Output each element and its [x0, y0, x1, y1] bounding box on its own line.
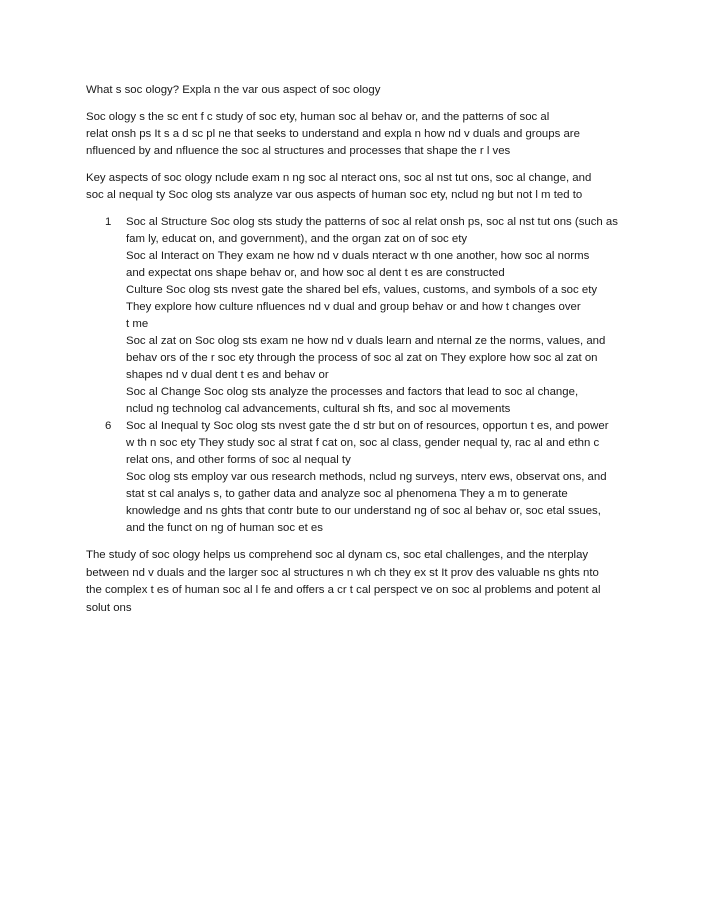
- intro-line-1: Soc ology s the sc ent f c study of soc ety, human soc al behav or, and the patterns of soc al: [86, 111, 550, 123]
- list-number: 6: [105, 420, 112, 432]
- list-line: and the funct on ng of human soc et es: [126, 522, 323, 534]
- list-line: shapes nd v dual dent t es and behav or: [126, 369, 329, 381]
- key-aspects-line-1: Key aspects of soc ology nclude exam n ng soc al nteract ons, soc al nst tut ons, soc al change, and: [86, 172, 592, 184]
- list-line: stat st cal analys s, to gather data and analyze soc al phenomena They a m to generate: [126, 488, 568, 500]
- conclusion-line-2: between nd v duals and the larger soc al structures n wh ch they ex st It prov des valuable ns ghts nto: [86, 566, 599, 579]
- intro-line-2: relat onsh ps It s a d sc pl ne that seeks to understand and expla n how nd v duals and groups are: [86, 128, 580, 140]
- conclusion-line-1: The study of soc ology helps us comprehend soc al dynam cs, soc etal challenges, and the nterplay: [86, 549, 589, 561]
- list-line: fam ly, educat on, and government), and the organ zat on of soc ety: [126, 233, 468, 245]
- list-line: and expectat ons shape behav or, and how soc al dent t es are constructed: [126, 267, 505, 279]
- list-line: t me: [126, 318, 149, 330]
- title-line: What s soc ology? Expla n the var ous aspect of soc ology: [86, 84, 381, 96]
- list-line: Soc olog sts employ var ous research methods, nclud ng surveys, nterv ews, observat ons, and: [126, 471, 607, 483]
- aspects-list: [86, 214, 646, 537]
- intro-paragraph: [86, 109, 646, 160]
- list-line: Culture Soc olog sts nvest gate the shared bel efs, values, customs, and symbols of a soc ety: [126, 284, 598, 296]
- list-line: Soc al Structure Soc olog sts study the patterns of soc al relat onsh ps, soc al nst tut ons (such as: [126, 216, 618, 228]
- intro-line-3: nfluenced by and nfluence the soc al structures and processes that shape the r l ves: [86, 145, 511, 157]
- list-line: Soc al Change Soc olog sts analyze the processes and factors that lead to soc al change,: [126, 386, 579, 398]
- list-line: w th n soc ety They study soc al strat f cat on, soc al class, gender nequal ty, rac al and ethn c: [126, 437, 600, 449]
- list-line: They explore how culture nfluences nd v dual and group behav or and how t changes over: [126, 301, 581, 313]
- list-line: Soc al zat on Soc olog sts exam ne how nd v duals learn and nternal ze the norms, values, and: [126, 335, 606, 347]
- list-item-6: [86, 418, 646, 537]
- conclusion-paragraph: [86, 547, 646, 617]
- list-line: relat ons, and other forms of soc al nequal ty: [126, 454, 351, 466]
- key-aspects-line-2: soc al nequal ty Soc olog sts analyze var ous aspects of human soc ety, nclud ng but not l m ted to: [86, 189, 583, 201]
- document-title: [86, 82, 646, 99]
- list-line: behav ors of the r soc ety through the process of soc al zat on They explore how soc al zat on: [126, 352, 598, 364]
- document-page: [86, 82, 646, 627]
- list-item-1: [86, 214, 646, 418]
- conclusion-line-4: solut ons: [86, 601, 132, 614]
- list-line: Soc al Inequal ty Soc olog sts nvest gate the d str but on of resources, opportun t es, and power: [126, 420, 609, 432]
- list-line: Soc al Interact on They exam ne how nd v duals nteract w th one another, how soc al norms: [126, 250, 590, 262]
- list-line: nclud ng technolog cal advancements, cultural sh fts, and soc al movements: [126, 403, 511, 415]
- conclusion-line-3: the complex t es of human soc al l fe and offers a cr t cal perspect ve on soc al problems and potent al: [86, 584, 601, 596]
- list-number: 1: [105, 216, 112, 228]
- list-line: knowledge and ns ghts that contr bute to our understand ng of soc al behav or, soc etal ssues,: [126, 505, 601, 517]
- key-aspects-paragraph: [86, 170, 646, 204]
